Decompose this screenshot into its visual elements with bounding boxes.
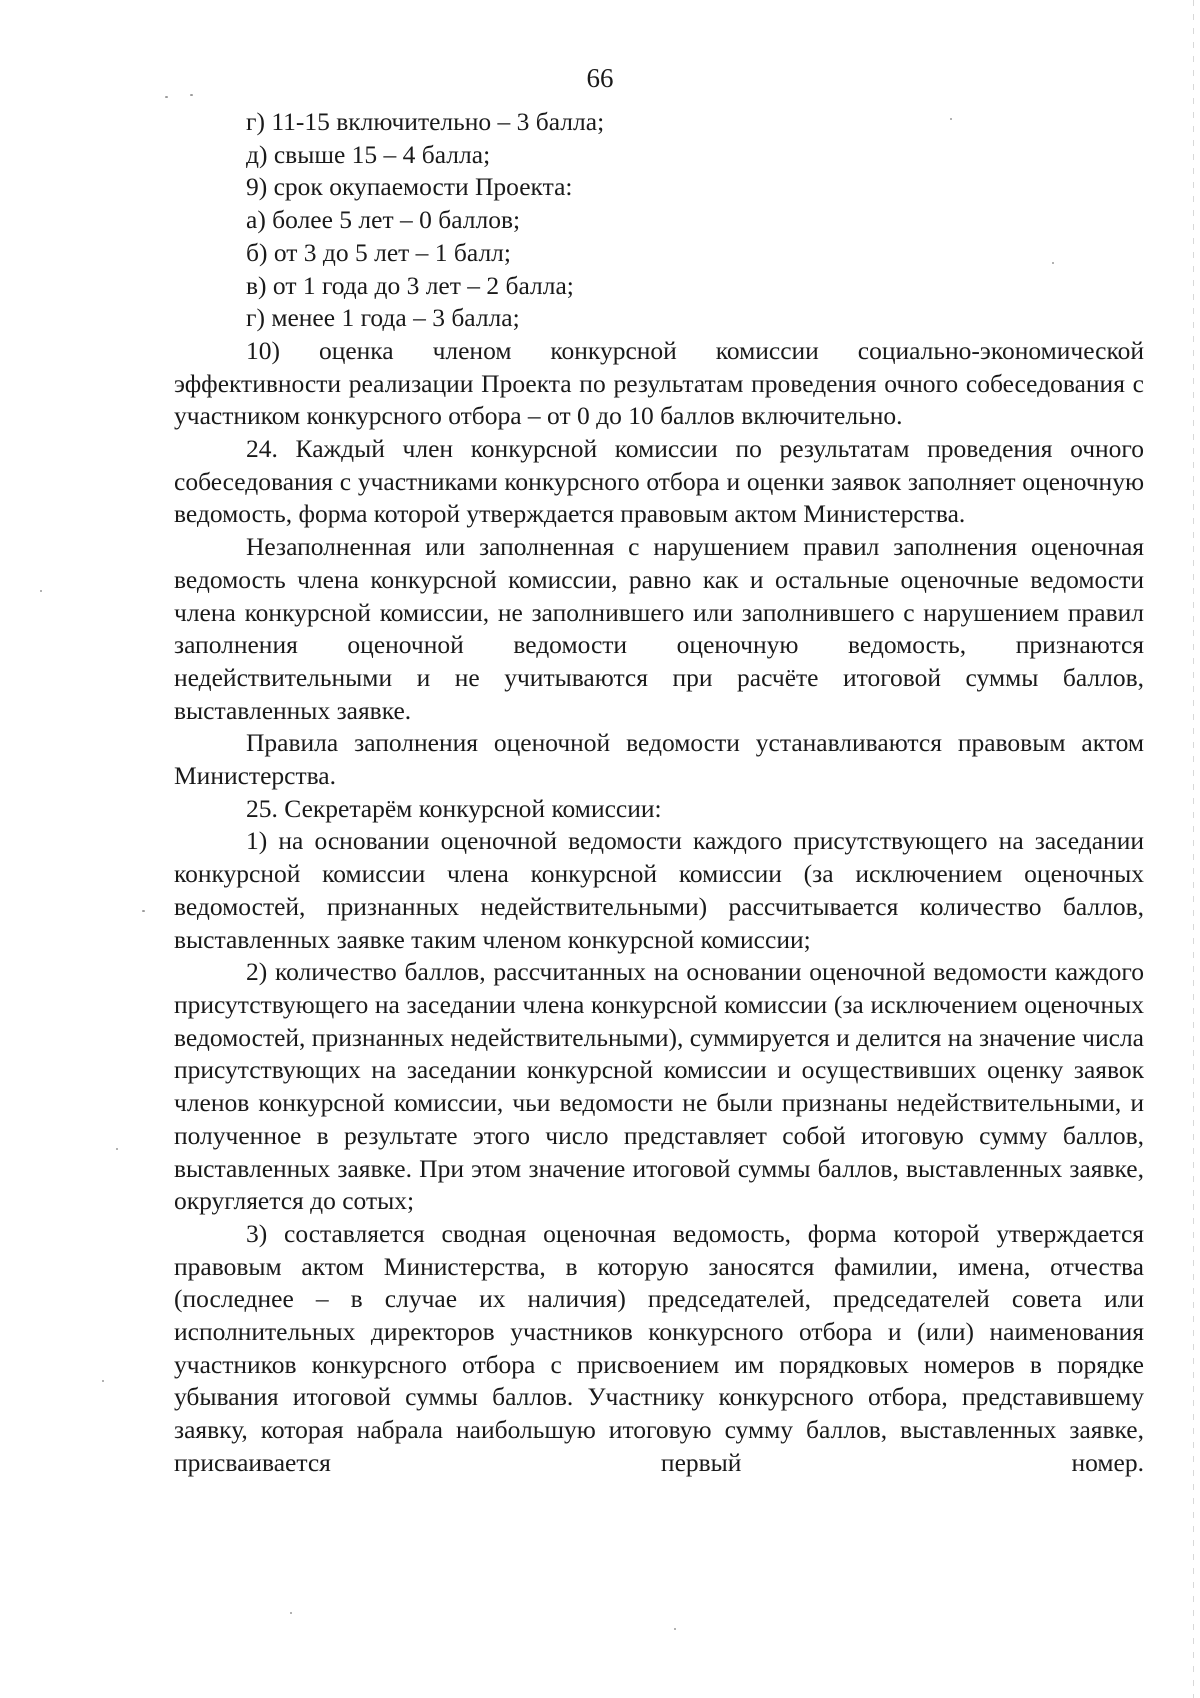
paragraph-payback-g: г) менее 1 года – 3 балла;: [246, 303, 520, 333]
paragraph-clause-25-2: 2) количество баллов, рассчитанных на основании оценочной ведомости каждого присутствующего на заседании члена конкурсной комиссии (за исключением оценочных ведомостей, признанных недействительными), суммируется и делится на значение числа присутствующих на заседании конкурсной комиссии и осуществивших оценку заявок членов конкурсной комиссии, чьи ведомости не были признаны недействительными, и полученное в результате этого число представляет собой итоговую сумму баллов, выставленных заявке. При этом значение итоговой суммы баллов, выставленных заявке, округляется до сотых;: [174, 957, 1144, 1216]
paragraph-criterion-9: 9) срок окупаемости Проекта:: [246, 172, 573, 202]
paragraph-payback-b: б) от 3 до 5 лет – 1 балл;: [246, 237, 511, 267]
scan-speck: [674, 1628, 676, 1630]
paragraph-clause-25: 25. Секретарём конкурсной комиссии:: [246, 793, 662, 823]
paragraph-criterion-10: 10) оценка членом конкурсной комиссии социально-экономической эффективности реализации Проекта по результатам проведения очного собеседования с участником конкурсного отбора – от 0 до 10 баллов включительно.: [174, 335, 1144, 431]
scan-edge-artifact: [1193, 0, 1194, 1698]
paragraph-payback-a: а) более 5 лет – 0 баллов;: [246, 205, 521, 235]
paragraph-filling-rules: Правила заполнения оценочной ведомости устанавливаются правовым актом Министерства.: [174, 728, 1144, 791]
paragraph-item-d-score: д) свыше 15 – 4 балла;: [246, 139, 491, 169]
page-number: 66: [586, 63, 614, 93]
paragraph-payback-v: в) от 1 года до 3 лет – 2 балла;: [246, 270, 574, 300]
scan-speck: [40, 590, 42, 592]
scan-speck: [1052, 262, 1054, 264]
scan-speck: [950, 118, 952, 120]
scan-speck: [290, 1612, 292, 1614]
paragraph-clause-24: 24. Каждый член конкурсной комиссии по результатам проведения очного собеседования с участниками конкурсного отбора и оценки заявок заполняет оценочную ведомость, форма которой утверждается правовым актом Министерства.: [174, 434, 1144, 529]
scan-speck: [190, 94, 193, 96]
document-body: [174, 106, 1144, 1480]
scan-speck: [165, 96, 168, 98]
scan-speck: [102, 1380, 104, 1382]
scan-speck: [142, 910, 145, 912]
paragraph-clause-25-3: 3) составляется сводная оценочная ведомость, форма которой утверждается правовым актом Министерства, в которую заносятся фамилии, имена, отчества (последнее – в случае их наличия) председателей, председателей совета или исполнительных директоров участников конкурсного отбора и (или) наименования участников конкурсного отбора с присвоением им порядковых номеров в порядке убывания итоговой суммы баллов. Участнику конкурсного отбора, представившему заявку, которая набрала наибольшую итоговую сумму баллов, выставленных заявке, присваивается первый номер.: [174, 1218, 1144, 1477]
paragraph-invalid-sheets: Незаполненная или заполненная с нарушением правил заполнения оценочная ведомость члена конкурсной комиссии, равно как и остальные оценочные ведомости члена конкурсной комиссии, не заполнившего или заполнившего с нарушением правил заполнения оценочной ведомости оценочную ведомость, признаются недействительными и не учитываются при расчёте итоговой суммы баллов, выставленных заявке.: [174, 532, 1144, 725]
paragraph-clause-25-1: 1) на основании оценочной ведомости каждого присутствующего на заседании конкурсной комиссии члена конкурсной комиссии (за исключением оценочных ведомостей, признанных недействительными) рассчитывается количество баллов, выставленных заявке таким членом конкурсной комиссии;: [174, 826, 1144, 954]
scan-speck: [116, 1148, 118, 1150]
paragraph-item-g-score: г) 11-15 включительно – 3 балла;: [246, 107, 605, 136]
